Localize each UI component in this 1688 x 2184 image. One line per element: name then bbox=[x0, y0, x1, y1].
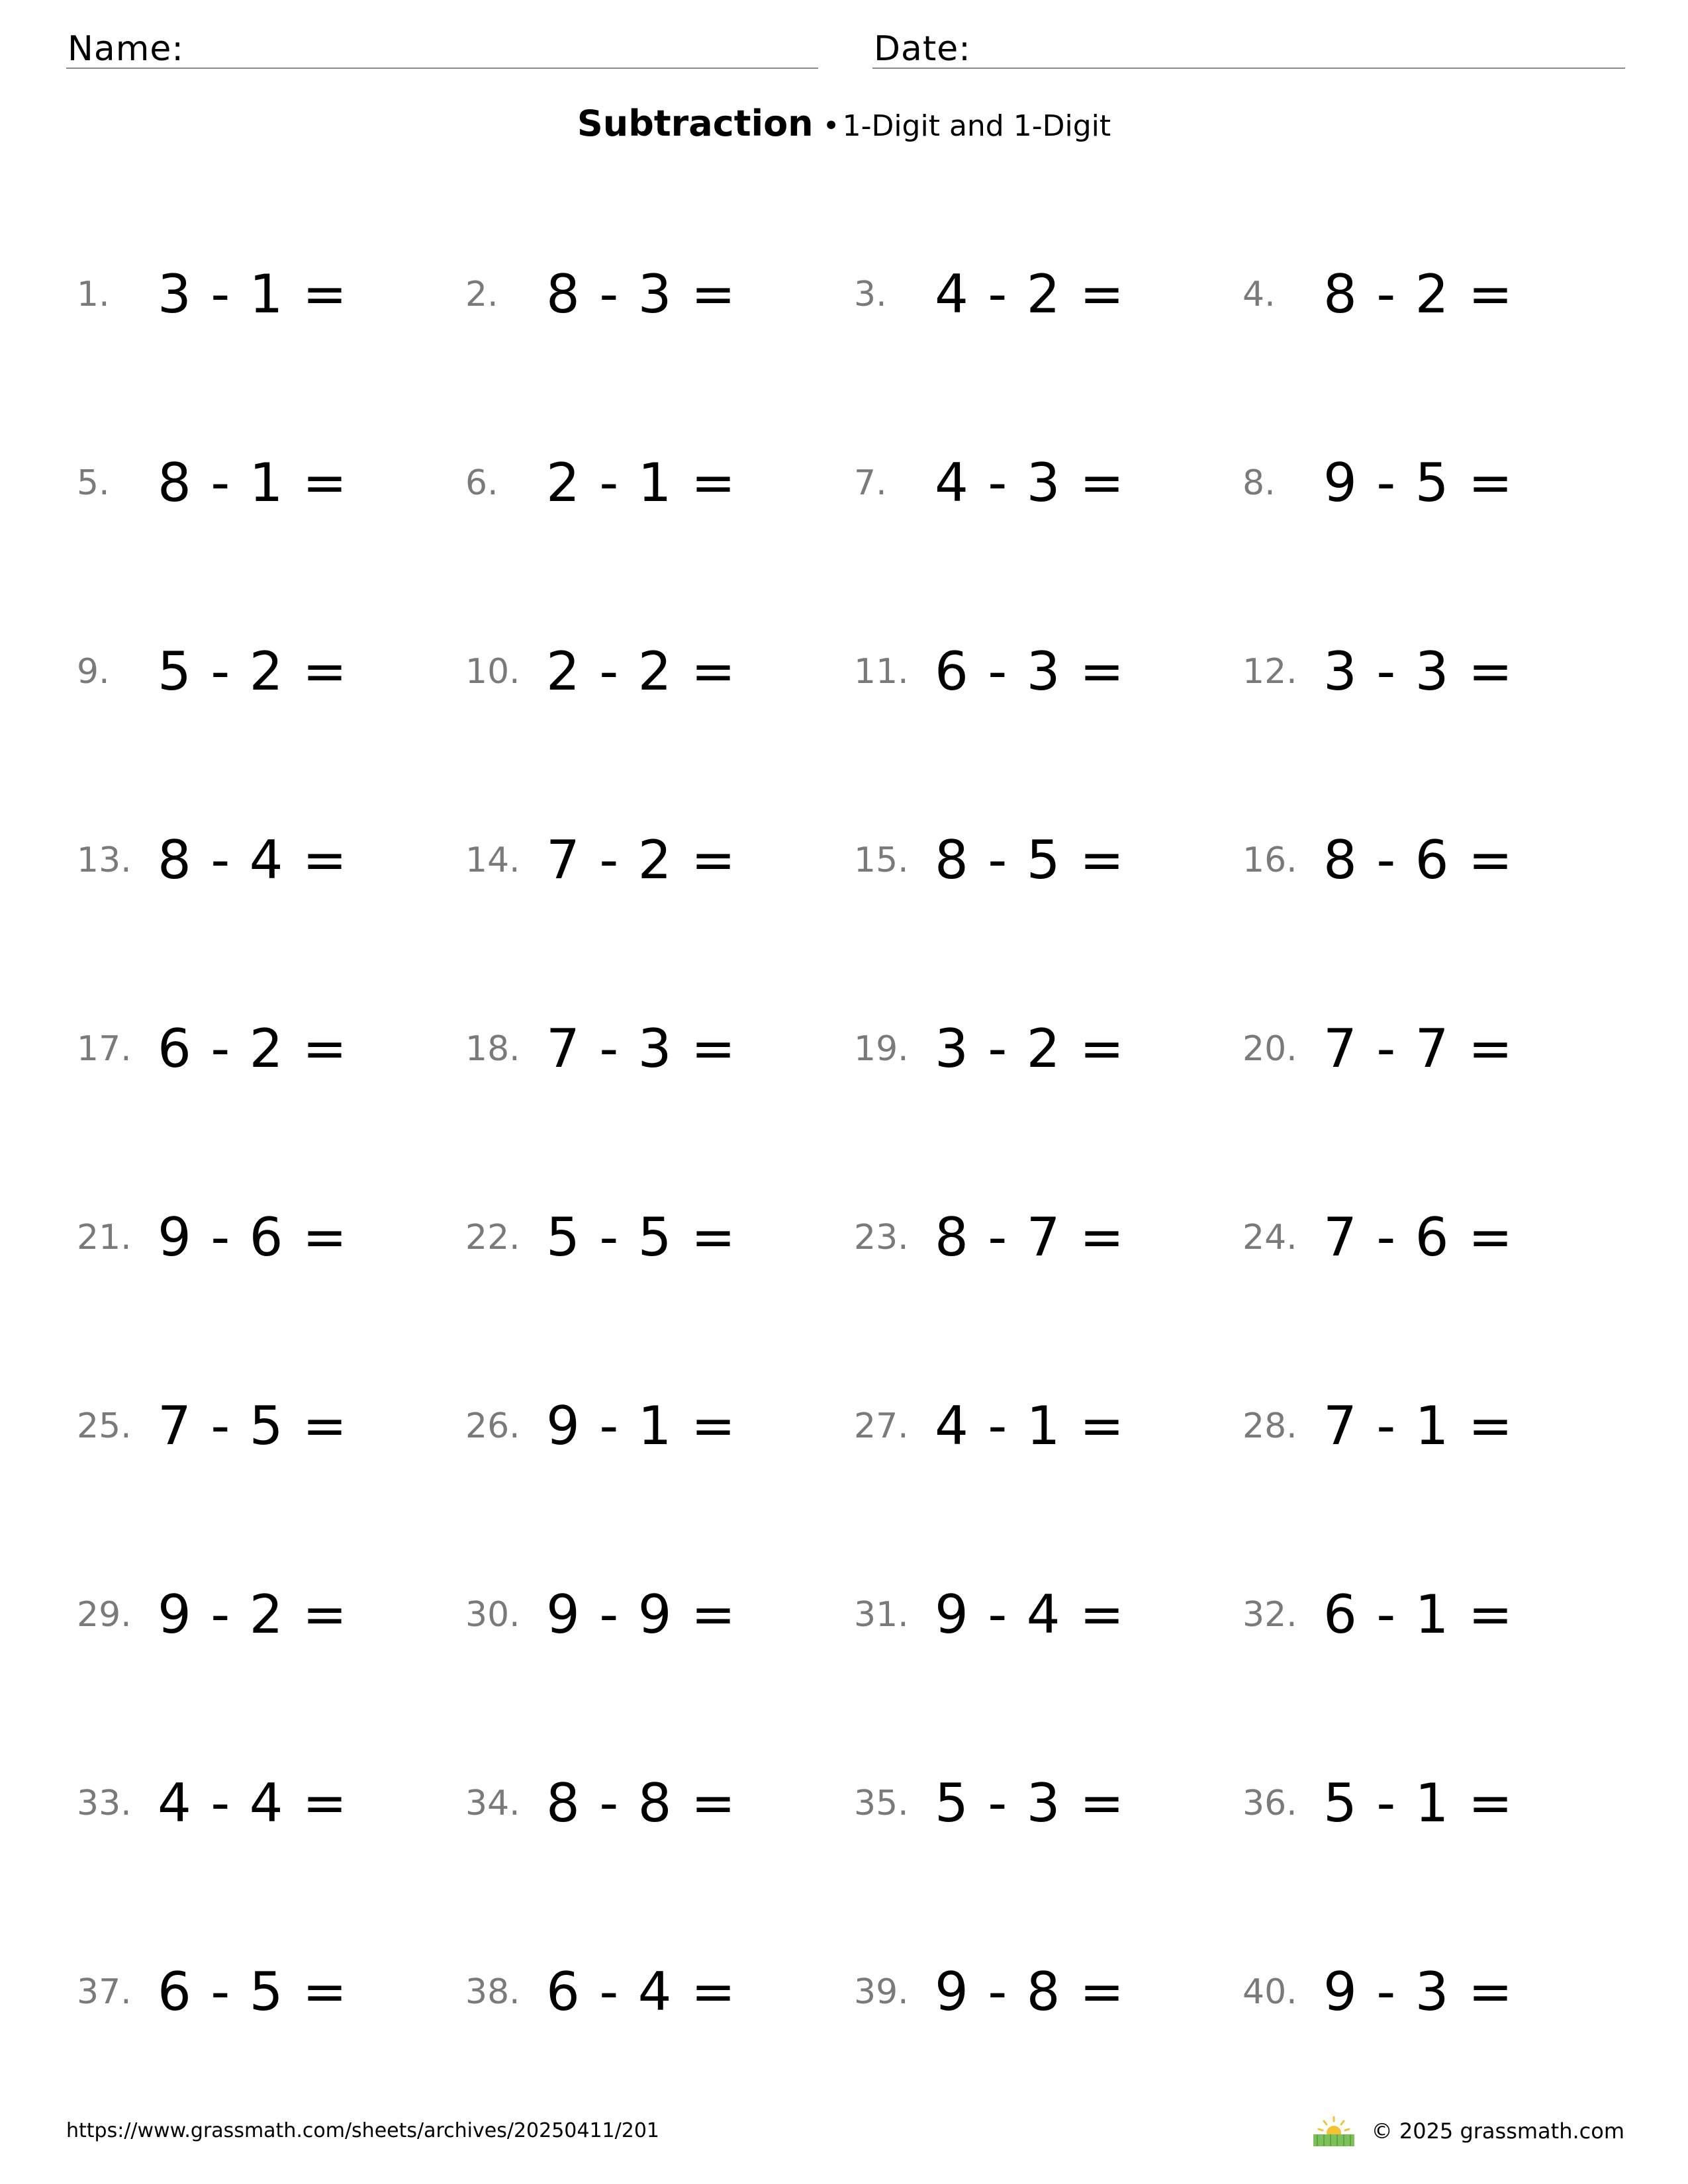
problem-item bbox=[465, 1753, 836, 1846]
title-separator: • bbox=[822, 109, 840, 143]
problem-number: 2. bbox=[465, 275, 498, 314]
problem-number: 31. bbox=[854, 1595, 909, 1635]
problem-expression: 2 - 2 = bbox=[546, 641, 737, 702]
problem-number: 10. bbox=[465, 652, 520, 692]
problem-number: 7. bbox=[854, 463, 887, 503]
problem-number: 6. bbox=[465, 463, 498, 503]
problem-expression: 4 - 2 = bbox=[935, 263, 1125, 325]
problem-number: 36. bbox=[1243, 1784, 1297, 1823]
problem-expression: 6 - 5 = bbox=[158, 1961, 348, 2023]
footer-url: https://www.grassmath.com/sheets/archives/20250411/201 bbox=[66, 2119, 660, 2142]
problem-expression: 7 - 3 = bbox=[546, 1018, 737, 1079]
problem-expression: 2 - 1 = bbox=[546, 452, 737, 514]
footer-brand bbox=[1311, 2115, 1624, 2148]
problem-expression: 9 - 3 = bbox=[1323, 1961, 1514, 2023]
problem-number: 28. bbox=[1243, 1406, 1297, 1446]
problem-number: 19. bbox=[854, 1029, 909, 1069]
problem-expression: 8 - 3 = bbox=[546, 263, 737, 325]
problem-item bbox=[77, 1942, 447, 2034]
problem-item bbox=[1243, 244, 1613, 337]
problem-expression: 3 - 1 = bbox=[158, 263, 348, 325]
problem-item bbox=[1243, 810, 1613, 903]
problem-number: 1. bbox=[77, 275, 110, 314]
problem-item bbox=[77, 1753, 447, 1846]
problem-item bbox=[1243, 1376, 1613, 1469]
problem-expression: 5 - 3 = bbox=[935, 1772, 1125, 1834]
problem-expression: 9 - 9 = bbox=[546, 1584, 737, 1645]
worksheet-title bbox=[0, 103, 1688, 144]
date-label: Date: bbox=[874, 29, 971, 69]
problem-item bbox=[1243, 1187, 1613, 1280]
problem-expression: 5 - 2 = bbox=[158, 641, 348, 702]
problem-item bbox=[465, 999, 836, 1091]
problem-number: 26. bbox=[465, 1406, 520, 1446]
problem-item bbox=[1243, 1942, 1613, 2034]
problem-item bbox=[465, 1376, 836, 1469]
problem-item bbox=[854, 244, 1225, 337]
problem-expression: 4 - 4 = bbox=[158, 1772, 348, 1834]
problem-item bbox=[77, 999, 447, 1091]
problem-number: 23. bbox=[854, 1218, 909, 1257]
problem-item bbox=[1243, 1565, 1613, 1657]
problem-number: 22. bbox=[465, 1218, 520, 1257]
problem-number: 14. bbox=[465, 841, 520, 880]
problem-number: 29. bbox=[77, 1595, 132, 1635]
problem-item bbox=[1243, 433, 1613, 525]
problem-number: 40. bbox=[1243, 1972, 1297, 2012]
problem-expression: 8 - 8 = bbox=[546, 1772, 737, 1834]
problem-item bbox=[465, 1942, 836, 2034]
problem-item bbox=[854, 1187, 1225, 1280]
problem-expression: 3 - 3 = bbox=[1323, 641, 1514, 702]
problem-number: 18. bbox=[465, 1029, 520, 1069]
problem-item bbox=[465, 1565, 836, 1657]
problem-number: 5. bbox=[77, 463, 110, 503]
date-field[interactable] bbox=[872, 25, 1625, 69]
problem-expression: 9 - 8 = bbox=[935, 1961, 1125, 2023]
problem-number: 32. bbox=[1243, 1595, 1297, 1635]
problem-expression: 7 - 2 = bbox=[546, 829, 737, 891]
problem-item bbox=[77, 1187, 447, 1280]
problem-item bbox=[77, 1565, 447, 1657]
sun-over-grass-icon bbox=[1311, 2115, 1357, 2148]
title-main: Subtraction bbox=[577, 103, 814, 144]
problem-number: 8. bbox=[1243, 463, 1276, 503]
problem-item bbox=[77, 621, 447, 714]
problem-item bbox=[77, 244, 447, 337]
problem-number: 21. bbox=[77, 1218, 132, 1257]
problem-expression: 4 - 1 = bbox=[935, 1395, 1125, 1457]
problem-expression: 6 - 3 = bbox=[935, 641, 1125, 702]
problem-number: 11. bbox=[854, 652, 909, 692]
problem-expression: 8 - 2 = bbox=[1323, 263, 1514, 325]
problem-number: 15. bbox=[854, 841, 909, 880]
problem-expression: 9 - 4 = bbox=[935, 1584, 1125, 1645]
problem-expression: 5 - 5 = bbox=[546, 1206, 737, 1268]
problem-expression: 6 - 1 = bbox=[1323, 1584, 1514, 1645]
problem-expression: 9 - 6 = bbox=[158, 1206, 348, 1268]
problem-item bbox=[854, 621, 1225, 714]
problem-item bbox=[854, 1565, 1225, 1657]
problem-expression: 4 - 3 = bbox=[935, 452, 1125, 514]
problem-number: 35. bbox=[854, 1784, 909, 1823]
problem-expression: 8 - 1 = bbox=[158, 452, 348, 514]
problem-item bbox=[854, 433, 1225, 525]
problem-expression: 7 - 6 = bbox=[1323, 1206, 1514, 1268]
problem-item bbox=[465, 433, 836, 525]
problem-number: 20. bbox=[1243, 1029, 1297, 1069]
problem-expression: 8 - 7 = bbox=[935, 1206, 1125, 1268]
problem-item bbox=[1243, 1753, 1613, 1846]
problem-item bbox=[465, 810, 836, 903]
footer-copyright: © 2025 grassmath.com bbox=[1371, 2118, 1624, 2144]
problem-number: 13. bbox=[77, 841, 132, 880]
problem-number: 39. bbox=[854, 1972, 909, 2012]
problem-item bbox=[77, 433, 447, 525]
name-field[interactable] bbox=[66, 25, 818, 69]
name-label: Name: bbox=[68, 29, 184, 69]
problem-number: 34. bbox=[465, 1784, 520, 1823]
problem-expression: 5 - 1 = bbox=[1323, 1772, 1514, 1834]
problem-expression: 8 - 4 = bbox=[158, 829, 348, 891]
problem-item bbox=[854, 1753, 1225, 1846]
problem-item bbox=[1243, 621, 1613, 714]
problem-item bbox=[854, 1942, 1225, 2034]
problem-item bbox=[465, 621, 836, 714]
problem-expression: 7 - 5 = bbox=[158, 1395, 348, 1457]
problem-number: 24. bbox=[1243, 1218, 1297, 1257]
problem-item bbox=[854, 1376, 1225, 1469]
problem-number: 30. bbox=[465, 1595, 520, 1635]
problem-expression: 3 - 2 = bbox=[935, 1018, 1125, 1079]
problem-item bbox=[854, 999, 1225, 1091]
problem-number: 25. bbox=[77, 1406, 132, 1446]
problem-number: 37. bbox=[77, 1972, 132, 2012]
problem-item bbox=[465, 1187, 836, 1280]
problem-number: 17. bbox=[77, 1029, 132, 1069]
problem-number: 16. bbox=[1243, 841, 1297, 880]
problem-expression: 8 - 5 = bbox=[935, 829, 1125, 891]
problem-number: 12. bbox=[1243, 652, 1297, 692]
problem-expression: 9 - 1 = bbox=[546, 1395, 737, 1457]
problem-expression: 6 - 4 = bbox=[546, 1961, 737, 2023]
problem-expression: 6 - 2 = bbox=[158, 1018, 348, 1079]
problem-expression: 7 - 1 = bbox=[1323, 1395, 1514, 1457]
problem-number: 4. bbox=[1243, 275, 1276, 314]
problem-item bbox=[1243, 999, 1613, 1091]
problem-expression: 9 - 2 = bbox=[158, 1584, 348, 1645]
problem-number: 9. bbox=[77, 652, 110, 692]
problem-item bbox=[77, 1376, 447, 1469]
problem-number: 27. bbox=[854, 1406, 909, 1446]
problem-number: 38. bbox=[465, 1972, 520, 2012]
title-subtitle: 1-Digit and 1-Digit bbox=[842, 109, 1111, 143]
problem-item bbox=[465, 244, 836, 337]
problem-expression: 7 - 7 = bbox=[1323, 1018, 1514, 1079]
problem-number: 3. bbox=[854, 275, 887, 314]
problem-item bbox=[854, 810, 1225, 903]
problem-number: 33. bbox=[77, 1784, 132, 1823]
problem-expression: 8 - 6 = bbox=[1323, 829, 1514, 891]
problem-item bbox=[77, 810, 447, 903]
problem-expression: 9 - 5 = bbox=[1323, 452, 1514, 514]
